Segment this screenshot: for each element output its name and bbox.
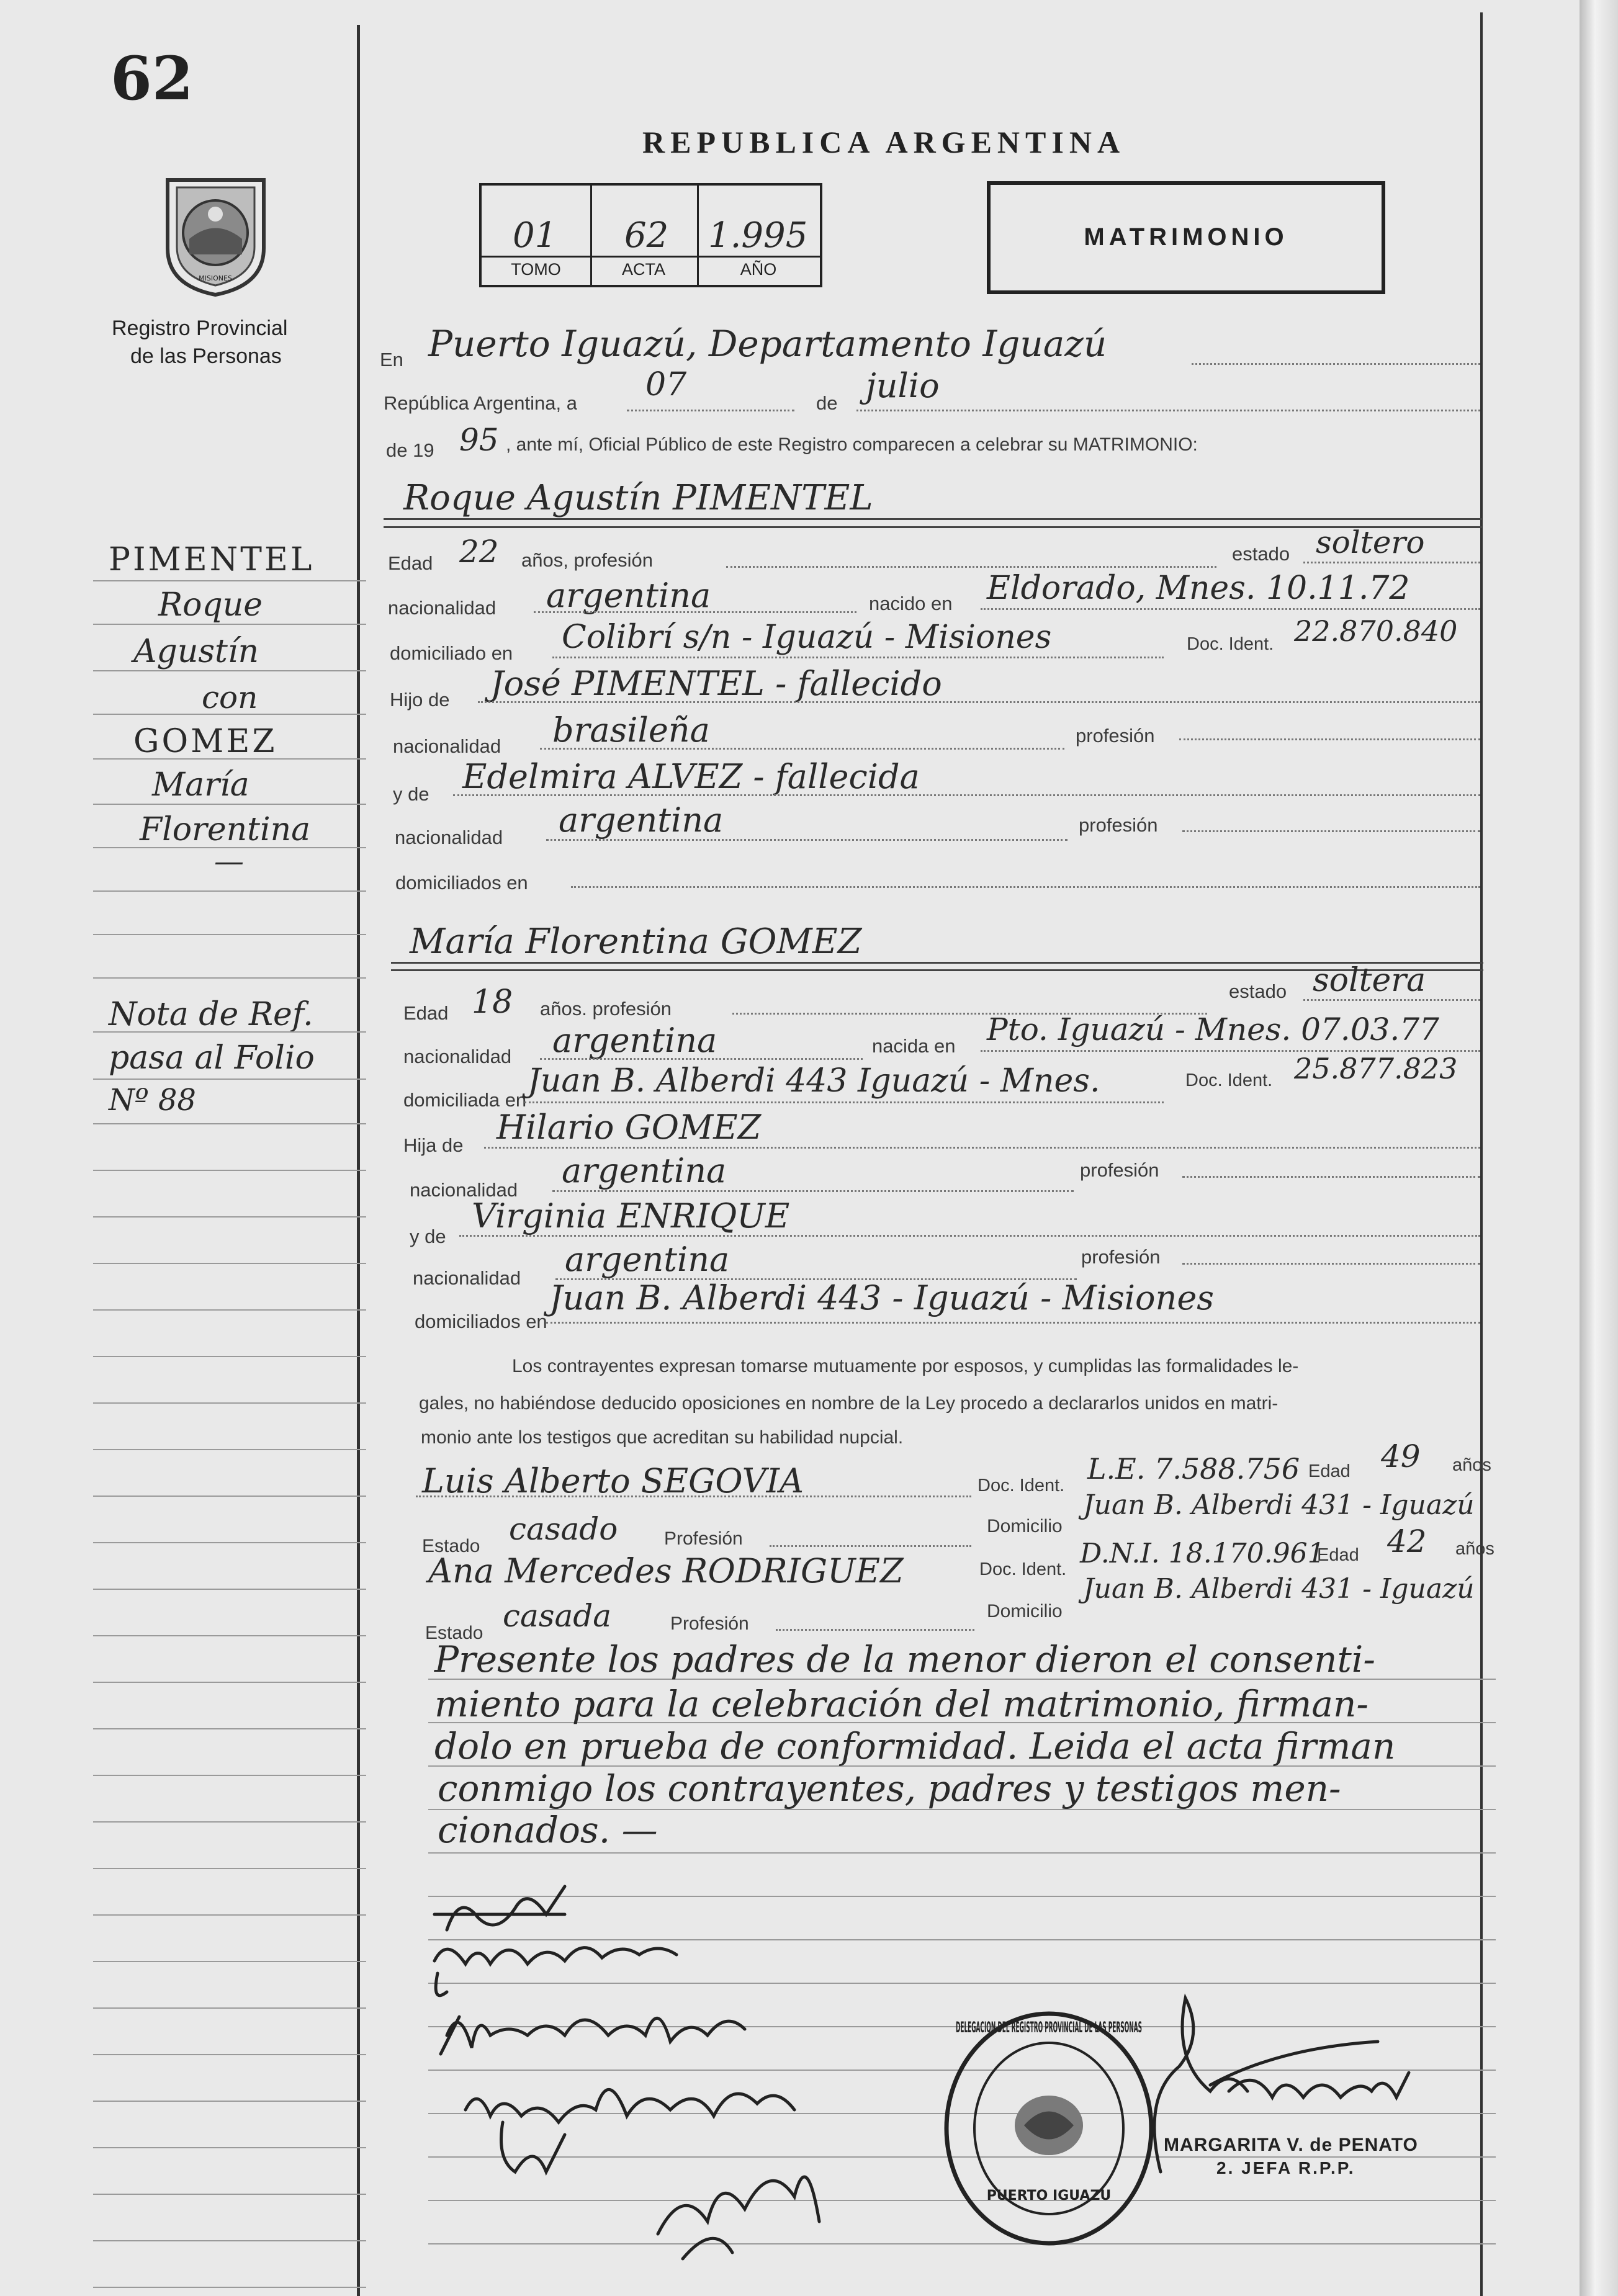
label-nac-bride: nacionalidad [403, 1046, 512, 1067]
label-y-de-bride: y de [410, 1226, 446, 1247]
reference-box [479, 183, 822, 287]
label-prof-padre-groom: profesión [1076, 725, 1155, 747]
label-anos-w1: años [1452, 1455, 1491, 1475]
groom-nacionalidad: argentina [546, 576, 711, 615]
label-nacido-en: nacido en [869, 593, 953, 614]
bride-domicilio: Juan B. Alberdi 443 Iguazú - Mnes. [528, 1062, 1100, 1100]
witness-1-domicilio: Juan B. Alberdi 431 - Iguazú [1083, 1489, 1475, 1521]
registry-line-2: de las Personas [130, 344, 282, 368]
margin-note-3: Nº 88 [109, 1083, 196, 1118]
groom-domicilio: Colibrí s/n - Iguazú - Misiones [562, 619, 1052, 656]
label-edad-w1: Edad [1308, 1461, 1351, 1481]
groom-madre-nac: argentina [559, 800, 724, 840]
label-prof-padre-bride: profesión [1080, 1159, 1159, 1181]
misiones-seal-icon [155, 168, 276, 298]
label-de-19: de 19 [386, 439, 434, 461]
note-line-1: Presente los padres de la menor dieron el consenti- [434, 1638, 1375, 1680]
label-prof-madre-groom: profesión [1079, 814, 1158, 836]
label-edad-bride: Edad [403, 1002, 449, 1024]
label-estado-groom: estado [1232, 543, 1290, 565]
groom-nacido-en: Eldorado, Mnes. 10.11.72 [987, 570, 1410, 607]
ano-value-intro: 95 [459, 422, 499, 458]
bride-estado: soltera [1313, 962, 1426, 999]
left-frame-line [357, 25, 360, 2296]
label-doc-w2: Doc. Ident. [979, 1559, 1067, 1579]
act-type-box [987, 181, 1385, 294]
legal-line-1: Los contrayentes expresan tomarse mutuamente por esposos, y cumplidas las formalidades le- [512, 1356, 1299, 1376]
witness-2-doc: D.N.I. 18.170.961 [1080, 1538, 1325, 1569]
margin-note-2: pasa al Folio [109, 1039, 315, 1077]
label-dom-bride: domiciliada en [403, 1089, 527, 1111]
label-anos-prof-groom: años, profesión [521, 549, 653, 571]
label-nac-groom: nacionalidad [388, 597, 497, 619]
note-line-2: miento para la celebración del matrimonio, firman- [434, 1683, 1369, 1725]
label-edad-groom: Edad [388, 552, 433, 574]
ano-label: AÑO [740, 260, 777, 279]
label-y-de-groom: y de [393, 783, 429, 805]
groom-madre: Edelmira ALVEZ - fallecida [462, 757, 920, 796]
bride-domiciliados: Juan B. Alberdi 443 - Iguazú - Misiones [549, 1278, 1215, 1317]
margin-name-2: Roque [158, 586, 263, 624]
bride-madre-nac: argentina [565, 1240, 730, 1279]
label-edad-w2: Edad [1317, 1545, 1359, 1565]
groom-padre: José PIMENTEL - fallecido [490, 664, 942, 703]
official-name: MARGARITA V. de PENATO [1164, 2135, 1418, 2155]
bride-nacida-en: Pto. Iguazú - Mnes. 07.03.77 [987, 1011, 1439, 1047]
label-de: de [816, 392, 838, 414]
witness-2-domicilio: Juan B. Alberdi 431 - Iguazú [1083, 1573, 1475, 1605]
margin-name-1: PIMENTEL [109, 541, 315, 578]
legal-line-3: monio ante los testigos que acreditan su habilidad nupcial. [421, 1427, 904, 1448]
label-ante-mi: , ante mí, Oficial Público de este Registro comparecen a celebrar su MATRIMONIO: [506, 434, 1198, 455]
bride-name: María Florentina GOMEZ [410, 922, 862, 962]
witness-1-edad: 49 [1381, 1438, 1421, 1474]
witness-1-estado: casado [509, 1511, 618, 1547]
label-dom-groom: domiciliado en [390, 642, 513, 664]
stamp-city: PUERTO IGUAZU [986, 2188, 1112, 2204]
label-republica: República Argentina, a [384, 392, 577, 414]
label-estado-w1: Estado [422, 1536, 480, 1556]
label-estado-bride: estado [1229, 980, 1287, 1002]
signature-4 [465, 2089, 794, 2122]
witness-1-name: Luis Alberto SEGOVIA [422, 1461, 804, 1500]
note-line-5: cionados. — [438, 1809, 658, 1851]
bride-madre: Virginia ENRIQUE [472, 1196, 790, 1235]
bride-edad: 18 [472, 984, 513, 1021]
label-anos-prof-bride: años. profesión [540, 998, 672, 1020]
signature-1 [447, 1886, 565, 1930]
note-line-3: dolo en prueba de conformidad. Leida el acta firman [434, 1725, 1396, 1767]
tomo-label: TOMO [511, 260, 561, 279]
tomo-value: 01 [513, 215, 557, 256]
witness-1-doc: L.E. 7.588.756 [1087, 1452, 1300, 1486]
book-page-edge [1580, 0, 1618, 2296]
margin-name-5: GOMEZ [133, 723, 277, 760]
margin-name-4: con [202, 679, 258, 715]
label-doc-bride: Doc. Ident. [1185, 1070, 1273, 1090]
groom-edad: 22 [459, 534, 499, 570]
signature-5 [658, 2177, 819, 2234]
official-title: 2. JEFA R.P.P. [1216, 2158, 1355, 2177]
signature-2 [434, 1948, 676, 1964]
lugar-value: Puerto Iguazú, Departamento Iguazú [428, 323, 1107, 365]
country-title: REPUBLICA ARGENTINA [642, 125, 1126, 159]
legal-line-2: gales, no habiéndose deducido oposiciones en nombre de la Ley procedo a declararlos unidos en matri- [419, 1393, 1279, 1414]
witness-2-edad: 42 [1387, 1523, 1427, 1559]
groom-name: Roque Agustín PIMENTEL [403, 478, 873, 518]
right-frame-line [1480, 12, 1483, 2296]
label-hija-de: Hija de [403, 1134, 464, 1156]
label-domicilio-w1: Domicilio [987, 1516, 1063, 1536]
groom-estado: soltero [1316, 524, 1425, 560]
groom-doc: 22.870.840 [1294, 614, 1458, 648]
witness-2-estado: casada [503, 1598, 612, 1634]
margin-name-3: Agustín [133, 633, 259, 670]
label-prof-w1: Profesión [664, 1528, 743, 1549]
bride-doc: 25.877.823 [1294, 1052, 1458, 1085]
stamp-ring-text: DELEGACION DEL REGISTRO PROVINCIAL DE LAS PERSONAS [956, 2019, 1142, 2036]
label-domiciliados-groom: domiciliados en [395, 872, 528, 894]
dia-value: 07 [645, 366, 687, 403]
ano-value: 1.995 [708, 215, 808, 256]
label-estado-w2: Estado [425, 1623, 483, 1643]
label-nac-padre-groom: nacionalidad [393, 735, 501, 757]
label-en: En [380, 349, 403, 370]
mes-value: julio [866, 366, 940, 405]
label-nacida-en: nacida en [872, 1035, 956, 1057]
label-prof-madre-bride: profesión [1081, 1246, 1161, 1268]
bride-nacionalidad: argentina [552, 1021, 717, 1060]
label-hijo-de: Hijo de [390, 689, 450, 711]
label-domiciliados-bride: domiciliados en [415, 1311, 547, 1332]
label-nac-padre-bride: nacionalidad [410, 1179, 518, 1201]
label-doc-w1: Doc. Ident. [978, 1476, 1065, 1496]
note-line-4: conmigo los contrayentes, padres y testigos men- [438, 1767, 1341, 1809]
label-domicilio-w2: Domicilio [987, 1601, 1063, 1621]
margin-name-8: — [214, 844, 244, 879]
acta-label: ACTA [621, 260, 665, 279]
margin-note-1: Nota de Ref. [109, 996, 313, 1033]
page-number: 62 [110, 43, 194, 114]
label-nac-madre-groom: nacionalidad [395, 827, 503, 848]
label-doc-groom: Doc. Ident. [1187, 634, 1274, 654]
registry-line-1: Registro Provincial [112, 316, 288, 340]
acta-value: 62 [624, 215, 669, 256]
signature-3 [447, 2018, 745, 2048]
margin-name-6: María [152, 766, 249, 804]
margin-name-7: Florentina [140, 811, 311, 848]
groom-padre-nac: brasileña [552, 711, 710, 750]
act-type-label: MATRIMONIO [1084, 223, 1288, 251]
label-anos-w2: años [1455, 1539, 1494, 1559]
label-nac-madre-bride: nacionalidad [413, 1267, 521, 1289]
seal-text: MISIONES [199, 274, 232, 282]
label-prof-w2: Profesión [670, 1613, 749, 1634]
bride-padre-nac: argentina [562, 1151, 727, 1190]
bride-padre: Hilario GOMEZ [497, 1108, 762, 1147]
witness-2-name: Ana Mercedes RODRIGUEZ [428, 1551, 904, 1590]
